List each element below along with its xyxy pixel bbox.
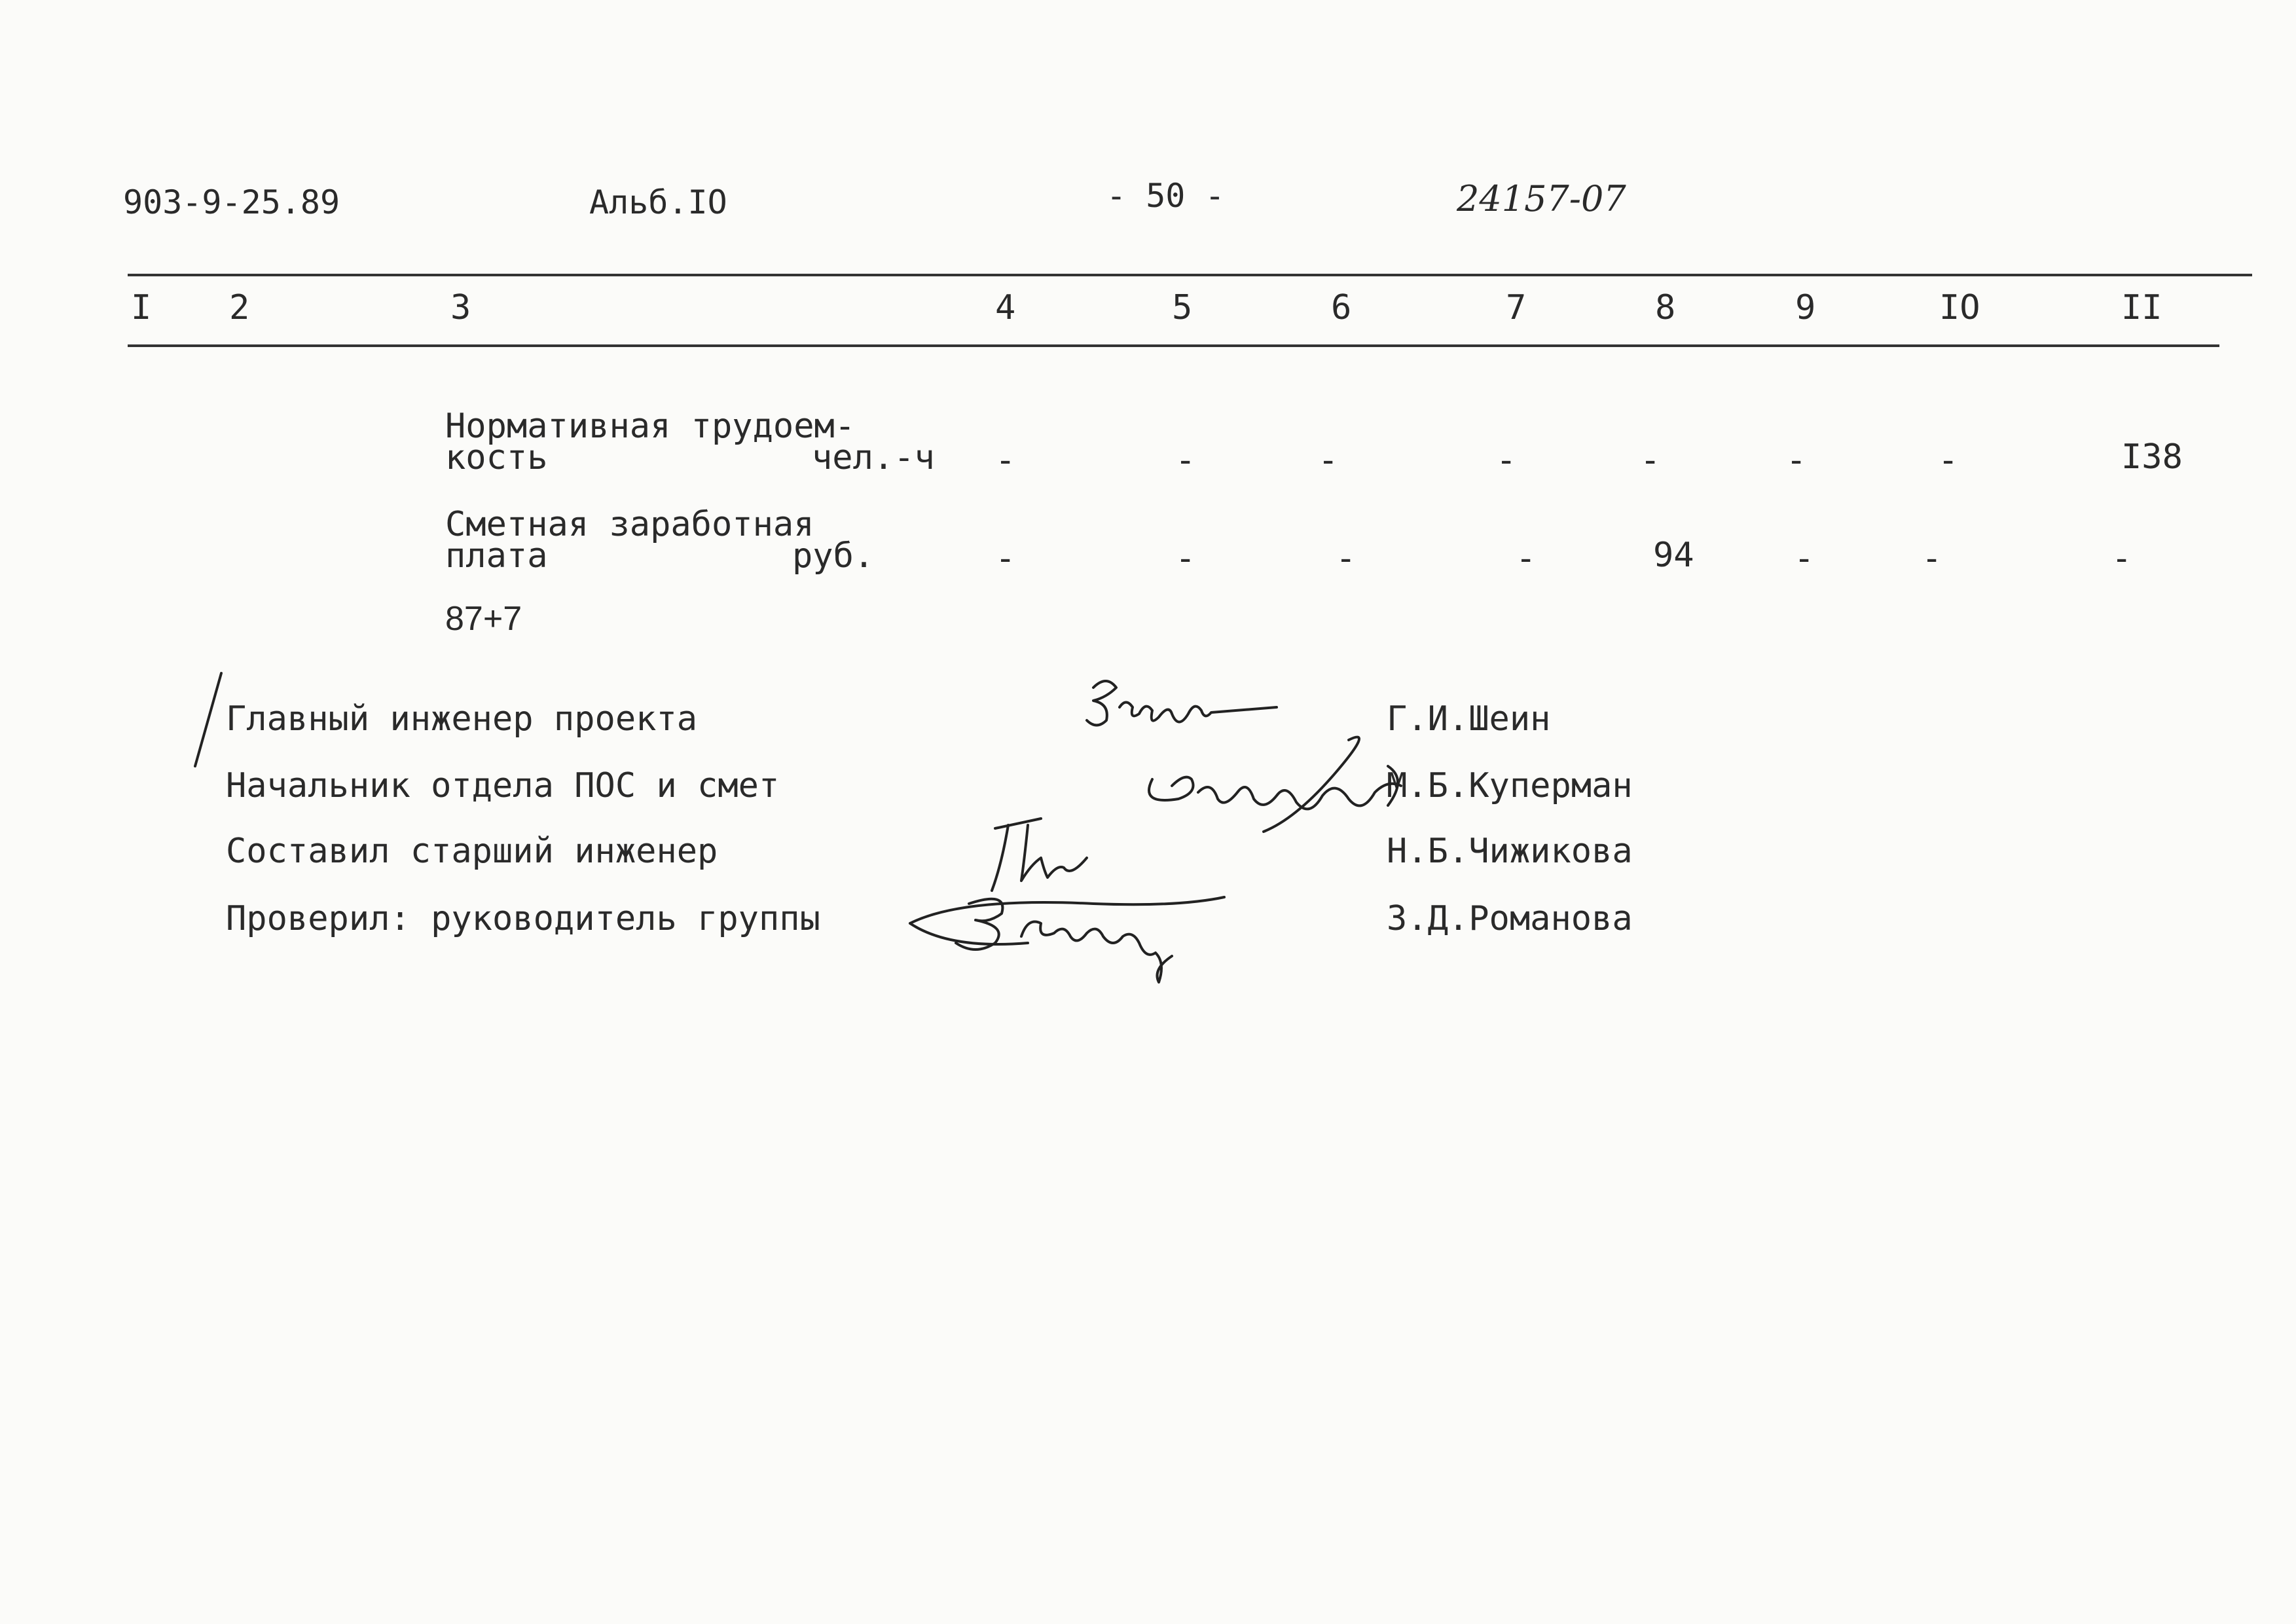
table-cell: - — [2111, 539, 2132, 578]
row-label-line2: кость — [445, 438, 548, 477]
staff-name: З.Д.Романова — [1387, 899, 1633, 938]
row-label-line2: плата — [445, 536, 548, 576]
row-label-line1: Нормативная трудоем- — [445, 407, 856, 446]
table-cell: - — [1336, 539, 1357, 578]
table-cell: 94 — [1653, 536, 1694, 575]
table-top-rule — [128, 274, 2252, 276]
table-cell: - — [995, 539, 1016, 578]
page-number: - 50 - — [1106, 177, 1225, 215]
table-cell: - — [1794, 539, 1815, 578]
table-cell: - — [1516, 539, 1537, 578]
column-number: 2 — [229, 288, 250, 327]
table-cell: - — [1922, 539, 1942, 578]
column-number: IO — [1939, 288, 1980, 327]
row-label-line1: Сметная заработная — [445, 505, 814, 544]
album-label: Альб.IO — [589, 183, 727, 221]
column-number: 3 — [450, 288, 471, 327]
archive-number: 24157-07 — [1457, 178, 1626, 219]
signature-group-leader — [897, 877, 1237, 989]
staff-name: М.Б.Куперман — [1387, 766, 1633, 805]
column-number: 4 — [995, 288, 1016, 327]
margin-slash-mark — [190, 668, 229, 773]
column-number: 5 — [1172, 288, 1193, 327]
column-number: I — [131, 288, 152, 327]
table-cell: - — [995, 441, 1016, 480]
table-cell: - — [1640, 441, 1661, 480]
staff-role: Главный инженер проекта — [226, 699, 698, 739]
staff-name: Н.Б.Чижикова — [1387, 832, 1633, 871]
table-header-rule — [128, 344, 2219, 347]
signature-department-head — [1100, 727, 1427, 858]
table-cell: - — [1496, 441, 1517, 480]
table-cell: - — [1175, 539, 1196, 578]
column-number: II — [2121, 288, 2162, 327]
table-cell: I38 — [2121, 437, 2183, 477]
table-note: 87+7 — [445, 600, 522, 638]
staff-role: Проверил: руководитель группы — [226, 899, 820, 938]
table-cell: - — [1786, 441, 1807, 480]
row-unit: чел.-ч — [812, 438, 935, 477]
staff-role: Составил старший инженер — [226, 832, 718, 871]
table-cell: - — [1318, 441, 1339, 480]
staff-role: Начальник отдела ПОС и смет — [226, 766, 780, 805]
table-cell: - — [1175, 441, 1196, 480]
staff-name: Г.И.Шеин — [1387, 699, 1551, 739]
column-number: 6 — [1331, 288, 1352, 327]
column-number: 7 — [1506, 288, 1527, 327]
table-cell: - — [1938, 441, 1959, 480]
document-code: 903-9-25.89 — [123, 183, 340, 221]
column-number: 8 — [1655, 288, 1676, 327]
row-unit: руб. — [792, 536, 875, 576]
column-number: 9 — [1795, 288, 1816, 327]
